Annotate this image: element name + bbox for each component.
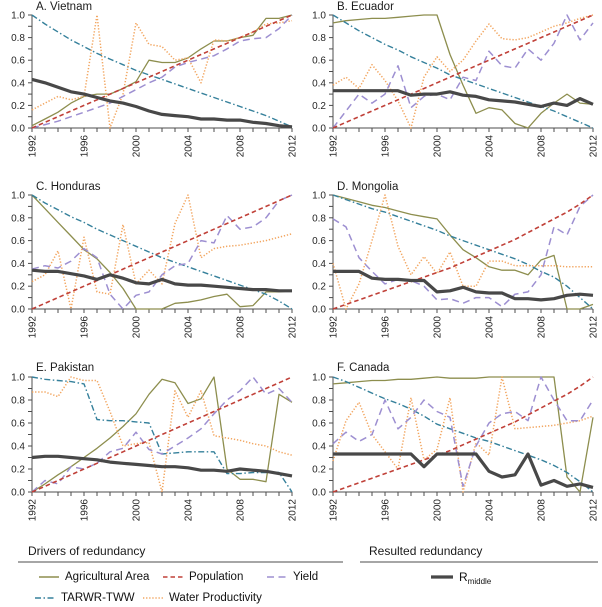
legend-heading-drivers: Drivers of redundancy xyxy=(28,544,146,558)
svg-text:1996: 1996 xyxy=(79,316,91,339)
svg-text:2008: 2008 xyxy=(235,135,247,158)
svg-text:0.8: 0.8 xyxy=(11,213,25,225)
legend-label-tarwr-tww: TARWR-TWW xyxy=(61,592,135,604)
svg-text:0.8: 0.8 xyxy=(312,213,326,225)
legend-label-water-productivity: Water Productivity xyxy=(169,592,262,604)
legend-label-r-middle-subscript: middle xyxy=(467,576,492,586)
legend-item-population xyxy=(162,570,243,584)
svg-text:2004: 2004 xyxy=(484,499,496,522)
svg-text:0.2: 0.2 xyxy=(312,100,326,112)
svg-text:0.4: 0.4 xyxy=(11,78,25,90)
svg-text:2012: 2012 xyxy=(588,135,600,158)
chart-panel-f-canada xyxy=(301,351,602,530)
legend-label-population: Population xyxy=(189,571,244,583)
svg-text:1.0: 1.0 xyxy=(11,190,25,202)
svg-text:2004: 2004 xyxy=(484,135,496,158)
line-chart-canada xyxy=(301,351,602,530)
svg-text:C. Honduras: C. Honduras xyxy=(36,181,101,193)
svg-text:0.0: 0.0 xyxy=(312,123,326,135)
svg-text:1992: 1992 xyxy=(27,135,39,158)
svg-text:1996: 1996 xyxy=(79,499,91,522)
svg-text:0.4: 0.4 xyxy=(312,258,326,270)
svg-text:0.6: 0.6 xyxy=(312,55,326,67)
chart-panel-c-honduras xyxy=(0,169,301,351)
line-chart-vietnam xyxy=(0,0,301,169)
svg-text:0.4: 0.4 xyxy=(11,441,25,453)
svg-text:1996: 1996 xyxy=(380,316,392,339)
chart-panel-a-vietnam xyxy=(0,0,301,169)
legend-item-yield xyxy=(266,570,318,584)
legend-label-yield: Yield xyxy=(293,571,319,583)
svg-text:2012: 2012 xyxy=(588,316,600,339)
svg-text:2000: 2000 xyxy=(432,135,444,158)
svg-text:B. Ecuador: B. Ecuador xyxy=(337,1,394,13)
svg-text:0.0: 0.0 xyxy=(11,123,25,135)
svg-text:2012: 2012 xyxy=(287,135,299,158)
svg-text:0.6: 0.6 xyxy=(11,236,25,248)
svg-text:E. Pakistan: E. Pakistan xyxy=(36,362,95,374)
legend-item-water-productivity xyxy=(142,591,262,605)
svg-text:1992: 1992 xyxy=(27,499,39,522)
legend-label-agricultural-area: Agricultural Area xyxy=(65,571,150,583)
svg-text:2000: 2000 xyxy=(432,499,444,522)
svg-text:2008: 2008 xyxy=(536,135,548,158)
svg-text:0.0: 0.0 xyxy=(11,487,25,499)
svg-text:0.8: 0.8 xyxy=(11,395,25,407)
svg-text:1992: 1992 xyxy=(27,316,39,339)
svg-text:2012: 2012 xyxy=(287,316,299,339)
svg-text:2000: 2000 xyxy=(131,316,143,339)
svg-text:2000: 2000 xyxy=(131,135,143,158)
legend-rule-result xyxy=(360,561,598,563)
svg-text:2008: 2008 xyxy=(235,316,247,339)
agricultural-area-line-swatch xyxy=(38,571,60,583)
svg-text:2000: 2000 xyxy=(131,499,143,522)
svg-text:0.2: 0.2 xyxy=(312,464,326,476)
svg-text:0.2: 0.2 xyxy=(11,100,25,112)
legend xyxy=(0,530,602,607)
svg-text:2004: 2004 xyxy=(484,316,496,339)
svg-text:2004: 2004 xyxy=(183,499,195,522)
population-line-swatch xyxy=(162,571,184,583)
chart-panel-d-mongolia xyxy=(301,169,602,351)
svg-text:1996: 1996 xyxy=(380,499,392,522)
svg-text:1.0: 1.0 xyxy=(11,10,25,22)
svg-text:1.0: 1.0 xyxy=(11,372,25,384)
line-chart-ecuador xyxy=(301,0,602,169)
chart-panel-e-pakistan xyxy=(0,351,301,530)
svg-text:1992: 1992 xyxy=(328,316,340,339)
svg-text:0.4: 0.4 xyxy=(312,78,326,90)
svg-text:0.6: 0.6 xyxy=(11,418,25,430)
tarwr-tww-line-swatch xyxy=(34,592,56,604)
svg-text:2000: 2000 xyxy=(432,316,444,339)
svg-text:0.0: 0.0 xyxy=(11,304,25,316)
svg-text:F. Canada: F. Canada xyxy=(337,362,390,374)
legend-heading-result: Resulted redundancy xyxy=(369,544,483,558)
r-middle-line-swatch xyxy=(430,571,454,583)
line-chart-pakistan xyxy=(0,351,301,530)
svg-text:0.0: 0.0 xyxy=(312,487,326,499)
svg-text:D. Mongolia: D. Mongolia xyxy=(337,181,399,193)
legend-label-r-middle: R xyxy=(459,570,468,584)
svg-text:0.0: 0.0 xyxy=(312,304,326,316)
legend-item-agricultural-area xyxy=(38,570,149,584)
legend-rule-drivers xyxy=(18,561,343,563)
svg-text:0.8: 0.8 xyxy=(312,395,326,407)
svg-text:0.6: 0.6 xyxy=(11,55,25,67)
svg-text:0.8: 0.8 xyxy=(312,33,326,45)
svg-text:0.2: 0.2 xyxy=(11,281,25,293)
svg-text:0.6: 0.6 xyxy=(312,236,326,248)
line-chart-honduras xyxy=(0,169,301,351)
svg-text:1.0: 1.0 xyxy=(312,10,326,22)
svg-text:2004: 2004 xyxy=(183,135,195,158)
chart-panel-b-ecuador xyxy=(301,0,602,169)
svg-text:A. Vietnam: A. Vietnam xyxy=(36,1,93,13)
svg-text:2012: 2012 xyxy=(287,499,299,522)
svg-text:1992: 1992 xyxy=(328,135,340,158)
svg-text:1996: 1996 xyxy=(380,135,392,158)
svg-text:2004: 2004 xyxy=(183,316,195,339)
water-productivity-line-swatch xyxy=(142,592,164,604)
legend-item-r-middle xyxy=(430,570,491,584)
svg-text:2008: 2008 xyxy=(536,316,548,339)
svg-text:2012: 2012 xyxy=(588,499,600,522)
line-chart-mongolia xyxy=(301,169,602,351)
svg-text:0.8: 0.8 xyxy=(11,33,25,45)
svg-text:2008: 2008 xyxy=(536,499,548,522)
svg-text:1996: 1996 xyxy=(79,135,91,158)
svg-text:1.0: 1.0 xyxy=(312,372,326,384)
svg-text:1.0: 1.0 xyxy=(312,190,326,202)
svg-text:0.2: 0.2 xyxy=(312,281,326,293)
svg-text:0.6: 0.6 xyxy=(312,418,326,430)
legend-item-tarwr-tww xyxy=(34,591,135,605)
svg-text:0.2: 0.2 xyxy=(11,464,25,476)
svg-text:1992: 1992 xyxy=(328,499,340,522)
svg-text:0.4: 0.4 xyxy=(312,441,326,453)
svg-text:0.4: 0.4 xyxy=(11,258,25,270)
svg-text:2008: 2008 xyxy=(235,499,247,522)
yield-line-swatch xyxy=(266,571,288,583)
